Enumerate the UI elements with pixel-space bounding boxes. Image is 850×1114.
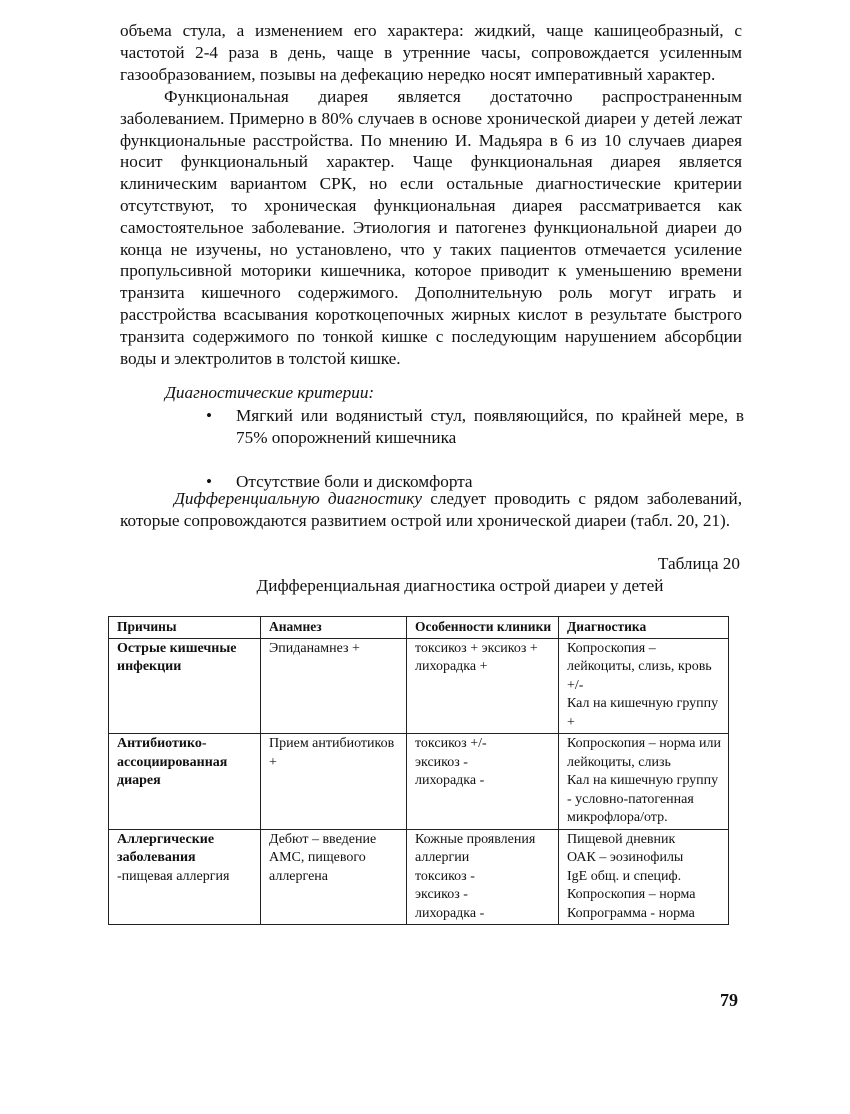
paragraph-functional-diarrhea: Функциональная диарея является достаточно распространенным заболеванием. Примерно в 80% случаев в основе хронической диареи у детей лежат функциональные расстройства. По мнению И. Мадьяра в 6 из 10 случаев диарея носит функциональный характер. Чаще функциональная диарея является клиническим вариантом СРК, но если остальные диагностические критерии отсутствуют, то хроническая функциональная диарея рассматривается как самостоятельное заболевание. Этиология и патогенез функциональной диареи до конца не изучены, но установлено, что у таких пациентов отмечается усиление пропульсивной моторики кишечника, которое приводит к уменьшению времени транзита кишечного содержимого. Дополнительную роль могут играть и расстройства всасывания короткоцепочных жирных кислот в результате быстрого транзита содержимого по тонкой кишке с последующим нарушением абсорбции воды и электролитов в толстой кишке. [120, 87, 742, 368]
diagnostics-line: Пищевой дневник [567, 831, 676, 847]
criteria-item-text: Отсутствие боли и дискомфорта [236, 472, 473, 491]
table-row [109, 638, 729, 734]
criteria-item-text: Мягкий или водянистый стул, появляющийся, по крайней мере, в 75% опорожнений кишечника [236, 406, 744, 447]
bullet-icon: • [206, 406, 213, 425]
bullet-icon: • [206, 472, 213, 491]
cell-history: Эпиданамнез + [261, 638, 407, 734]
table-row [109, 734, 729, 830]
table-label: Таблица 20 [657, 554, 740, 573]
diagnostics-line: Кал на кишечную группу - условно-патогенная микрофлора/отр. [567, 773, 719, 825]
differential-diagnosis-term: Дифференциальную диагностику [174, 489, 422, 508]
page-number: 79 [720, 990, 738, 1010]
clinic-line: Кожные проявления аллергии [415, 831, 536, 865]
clinic-line: лихорадка - [415, 773, 485, 788]
cell-cause [109, 734, 261, 830]
paragraph-differential-diagnosis [120, 488, 742, 532]
cell-history: Дебют – введение АМС, пищевого аллергена [261, 829, 407, 925]
clinic-line: лихорадка - [415, 905, 485, 921]
cell-diagnostics [559, 638, 729, 734]
clinic-line: эксикоз - [415, 887, 468, 902]
table-title: Дифференциальная диагностика острой диареи у детей [256, 576, 664, 595]
cell-diagnostics [559, 829, 729, 925]
column-header-clinic: Особенности клиники [407, 617, 559, 639]
cell-cause [109, 638, 261, 734]
cell-diagnostics [559, 734, 729, 830]
differential-diagnosis-text: следует проводить с рядом заболеваний, которые сопровождаются развитием острой или хронической диареи (табл. 20, 21). [120, 489, 742, 530]
cell-history: Прием антибиотиков + [261, 734, 407, 830]
cause-name: Острые кишечные инфекции [117, 640, 237, 674]
cell-clinic [407, 829, 559, 925]
diagnostics-line: Копроскопия – норма [567, 887, 696, 902]
cell-clinic [407, 734, 559, 830]
diagnostics-line: Кал на кишечную группу + [567, 696, 719, 730]
diagnostics-line: IgE общ. и специф. [567, 868, 682, 884]
cause-name: Антибиотико-ассоциированная диарея [117, 736, 228, 788]
clinic-line: токсикоз - [415, 868, 475, 884]
cell-clinic [407, 638, 559, 734]
criteria-heading: Диагностические критерии: [165, 383, 375, 402]
diagnostics-line: Копроскопия – лейкоциты, слизь, кровь +/- [567, 640, 712, 693]
column-header-causes: Причины [109, 617, 261, 639]
criteria-list [200, 405, 744, 493]
diagnostics-line: Копроскопия – норма или лейкоциты, слизь [567, 736, 721, 770]
table-row [109, 829, 729, 925]
cause-name: Аллергические заболевания [117, 831, 215, 865]
diagnostics-line: ОАК – эозинофилы [567, 850, 684, 865]
clinic-line: токсикоз + эксикоз + лихорадка + [415, 640, 538, 674]
table-header-row [109, 617, 729, 639]
paragraph-stool-character: объема стула, а изменением его характера: жидкий, чаще кашицеобразный, с частотой 2-4 раза в день, чаще в утренние часы, сопровождается усиленным газообразованием, позывы на дефекацию нередко носят императивный характер. [120, 21, 742, 84]
clinic-line: токсикоз +/- [415, 736, 487, 751]
cause-subtype: -пищевая аллергия [117, 868, 230, 884]
column-header-history: Анамнез [261, 617, 407, 639]
differential-diagnosis-table [108, 616, 729, 925]
clinic-line: эксикоз - [415, 754, 468, 770]
cell-cause [109, 829, 261, 925]
diagnostics-line: Копрограмма - норма [567, 905, 695, 921]
column-header-diagnostics: Диагностика [559, 617, 729, 639]
criteria-item [200, 405, 744, 449]
